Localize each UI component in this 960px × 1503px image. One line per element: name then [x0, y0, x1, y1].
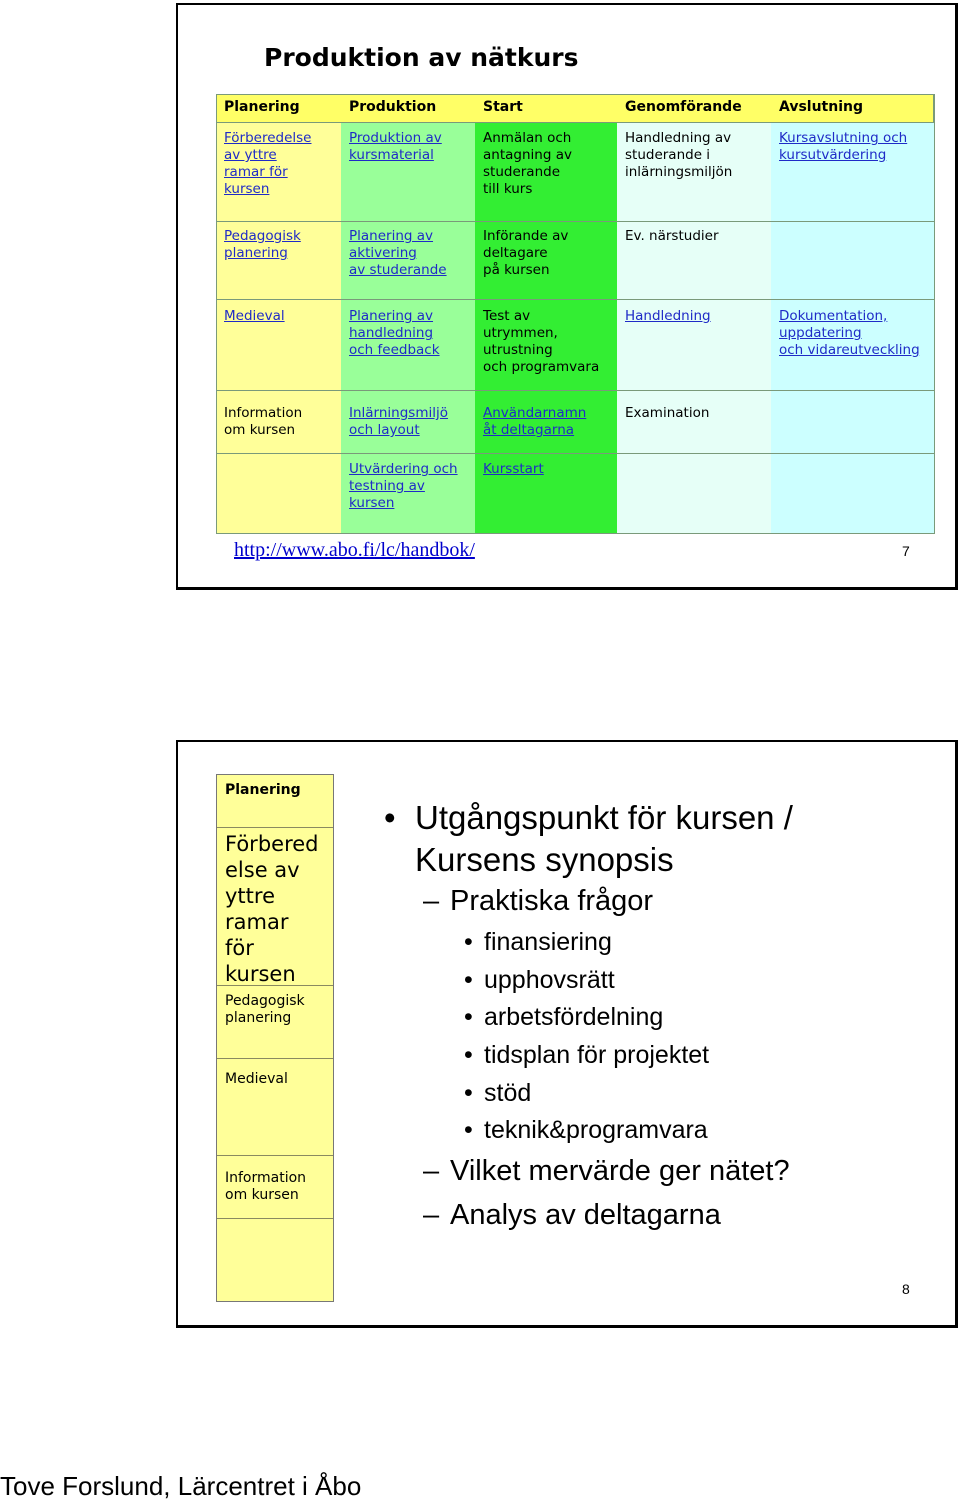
cell-kursstart[interactable]: Kursstart — [483, 461, 544, 477]
slide-title: Produktion av nätkurs — [264, 43, 579, 72]
cell-handledning-av-studerande: Handledning av studerande i inlärningsmiljön — [625, 130, 733, 180]
bullet-utgangspunkt: Utgångspunkt för kursen / Kursens synopsis — [415, 799, 793, 878]
sub-bullet-dot: • — [464, 1041, 473, 1069]
sidebar-heading: Planering — [225, 782, 301, 798]
cell-handledning[interactable]: Handledning — [625, 308, 711, 324]
cell-planering-aktivering[interactable]: Planering av aktivering av studerande — [349, 228, 447, 278]
production-table — [216, 94, 936, 534]
cell-inforande: Införande av deltagare på kursen — [483, 228, 569, 278]
sub-bullet-dot: • — [464, 1079, 473, 1107]
sidebar-divider — [217, 1218, 333, 1219]
cell-anvandarnamn[interactable]: Användarnamn åt deltagarna — [483, 405, 587, 438]
cell-medieval[interactable]: Medieval — [224, 308, 285, 324]
row-divider — [216, 533, 934, 534]
sidebar-pedagogisk: Pedagogisk planering — [225, 993, 305, 1026]
row-divider — [216, 299, 934, 300]
planning-sidebar — [216, 774, 334, 1302]
cell-pedagogisk-planering[interactable]: Pedagogisk planering — [224, 228, 301, 261]
sub-arbetsfordelning: arbetsfördelning — [484, 1003, 664, 1031]
row-divider — [216, 221, 934, 222]
sub-teknik: teknik&programvara — [484, 1116, 708, 1144]
sub-bullet-dot: • — [464, 928, 473, 956]
sidebar-forberedelse: Förbered else av yttre ramar för kursen — [225, 832, 319, 986]
sub-bullet-dot: • — [464, 966, 473, 994]
header-avslutning: Avslutning — [779, 99, 864, 115]
sidebar-information: Information om kursen — [225, 1170, 307, 1203]
sub-finansiering: finansiering — [484, 928, 612, 956]
cell-inlarningsmiljo[interactable]: Inlärningsmiljö och layout — [349, 405, 449, 438]
page-number: 8 — [902, 1281, 910, 1297]
cell-dokumentation[interactable]: Dokumentation, uppdatering och vidareutveckling — [779, 308, 920, 358]
row-divider — [216, 390, 934, 391]
sub-bullet-dot: • — [464, 1116, 473, 1144]
sub-bullet-dot: • — [464, 1003, 473, 1031]
dash-analys: Analys av deltagarna — [450, 1199, 721, 1231]
sidebar-divider — [217, 1058, 333, 1059]
cell-kursavslutning[interactable]: Kursavslutning och kursutvärdering — [779, 130, 908, 163]
sub-tidsplan: tidsplan för projektet — [484, 1041, 710, 1069]
sub-stod: stöd — [484, 1079, 532, 1107]
header-produktion: Produktion — [349, 99, 437, 115]
sub-upphovsratt: upphovsrätt — [484, 966, 615, 994]
sidebar-divider — [217, 1155, 333, 1156]
cell-information: Information om kursen — [224, 405, 303, 438]
footer-author: Tove Forslund, Lärcentret i Åbo — [0, 1471, 362, 1501]
dash-marker: – — [423, 1199, 440, 1231]
cell-examination: Examination — [625, 405, 710, 421]
bullet-dot: • — [384, 799, 396, 836]
header-genomforande: Genomförande — [625, 99, 742, 115]
handbook-link[interactable]: http://www.abo.fi/lc/handbok/ — [234, 539, 475, 561]
cell-planering-handledning[interactable]: Planering av handledning och feedback — [349, 308, 440, 358]
dash-marker: – — [423, 885, 440, 917]
header-planering: Planering — [224, 99, 300, 115]
cell-utvardering[interactable]: Utvärdering och testning av kursen — [349, 461, 458, 511]
dash-marker: – — [423, 1155, 440, 1187]
sidebar-medieval: Medieval — [225, 1071, 288, 1087]
sidebar-divider — [217, 827, 333, 828]
page-number: 7 — [902, 543, 910, 559]
cell-narstudier: Ev. närstudier — [625, 228, 719, 244]
header-start: Start — [483, 99, 523, 115]
slide-1 — [176, 3, 958, 590]
cell-produktion-kursmaterial[interactable]: Produktion av kursmaterial — [349, 130, 442, 163]
sidebar-divider — [217, 985, 333, 986]
slide-2 — [176, 740, 958, 1328]
cell-anmalan: Anmälan och antagning av studerande till kurs — [483, 130, 572, 197]
dash-mervarde: Vilket mervärde ger nätet? — [450, 1155, 790, 1187]
dash-praktiska: Praktiska frågor — [450, 885, 654, 917]
row-divider — [216, 453, 934, 454]
cell-test: Test av utrymmen, utrustning och programvara — [483, 308, 600, 375]
cell-forberedelse[interactable]: Förberedelse av yttre ramar för kursen — [224, 130, 312, 197]
